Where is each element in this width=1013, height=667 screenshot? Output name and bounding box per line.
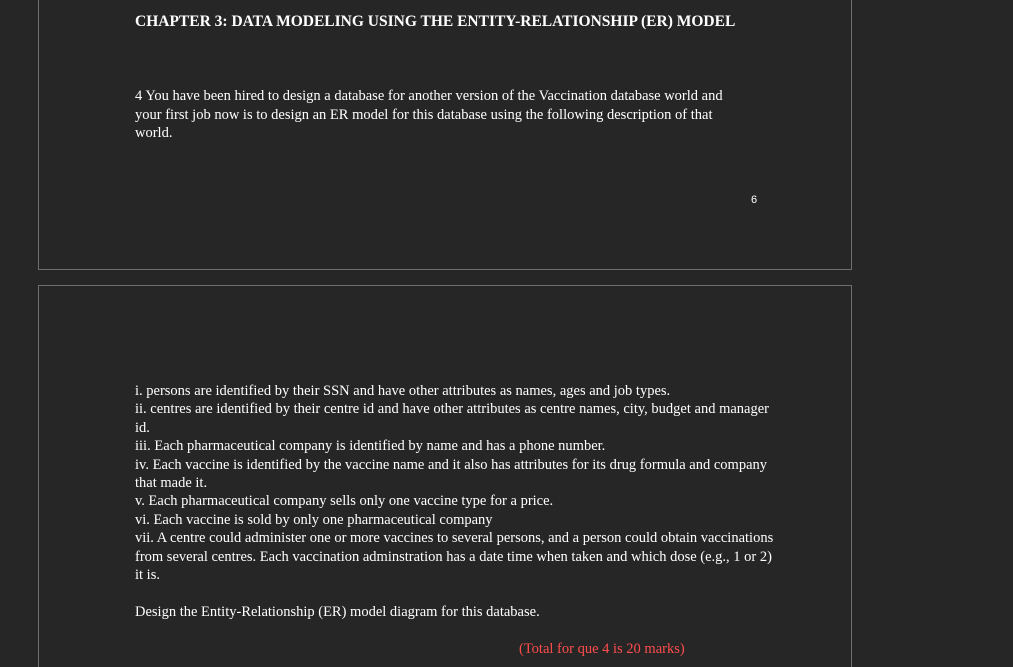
requirement-item-2: ii. centres are identified by their centre id and have other attributes as centre names, city, budget and manager id. [135, 401, 769, 436]
requirement-item-4: iv. Each vaccine is identified by the vaccine name and it also has attributes for its drug formula and company that made it. [135, 456, 768, 492]
requirement-item-7: vii. A centre could administer one or more vaccines to several persons, and a person could obtain vaccinations from several centres. Each vaccination adminstration has a date time when taken and which dose (e.g., 1 or 2) it is. [135, 530, 774, 584]
requirement-item-1: i. persons are identified by their SSN and have other attributes as names, ages and job types. [135, 383, 671, 399]
design-instruction: Design the Entity-Relationship (ER) model diagram for this database. [135, 604, 540, 620]
chapter-title: CHAPTER 3: DATA MODELING USING THE ENTITY-RELATIONSHIP (ER) MODEL [135, 13, 736, 30]
requirements-list [135, 382, 775, 584]
requirement-item-5: v. Each pharmaceutical company sells only one vaccine type for a price. [135, 493, 554, 510]
page-number: 6 [751, 194, 758, 206]
requirement-item-3: iii. Each pharmaceutical company is identified by name and has a phone number. [135, 438, 606, 455]
document-page-2 [38, 285, 852, 667]
question-intro: 4 You have been hired to design a database for another version of the Vaccination database world and your first job now is to design an ER model for this database using the following description of that world. [135, 88, 723, 141]
total-marks: (Total for que 4 is 20 marks) [519, 641, 685, 657]
document-page-1 [38, 0, 852, 270]
requirement-item-6: vi. Each vaccine is sold by only one pharmaceutical company [135, 511, 493, 528]
